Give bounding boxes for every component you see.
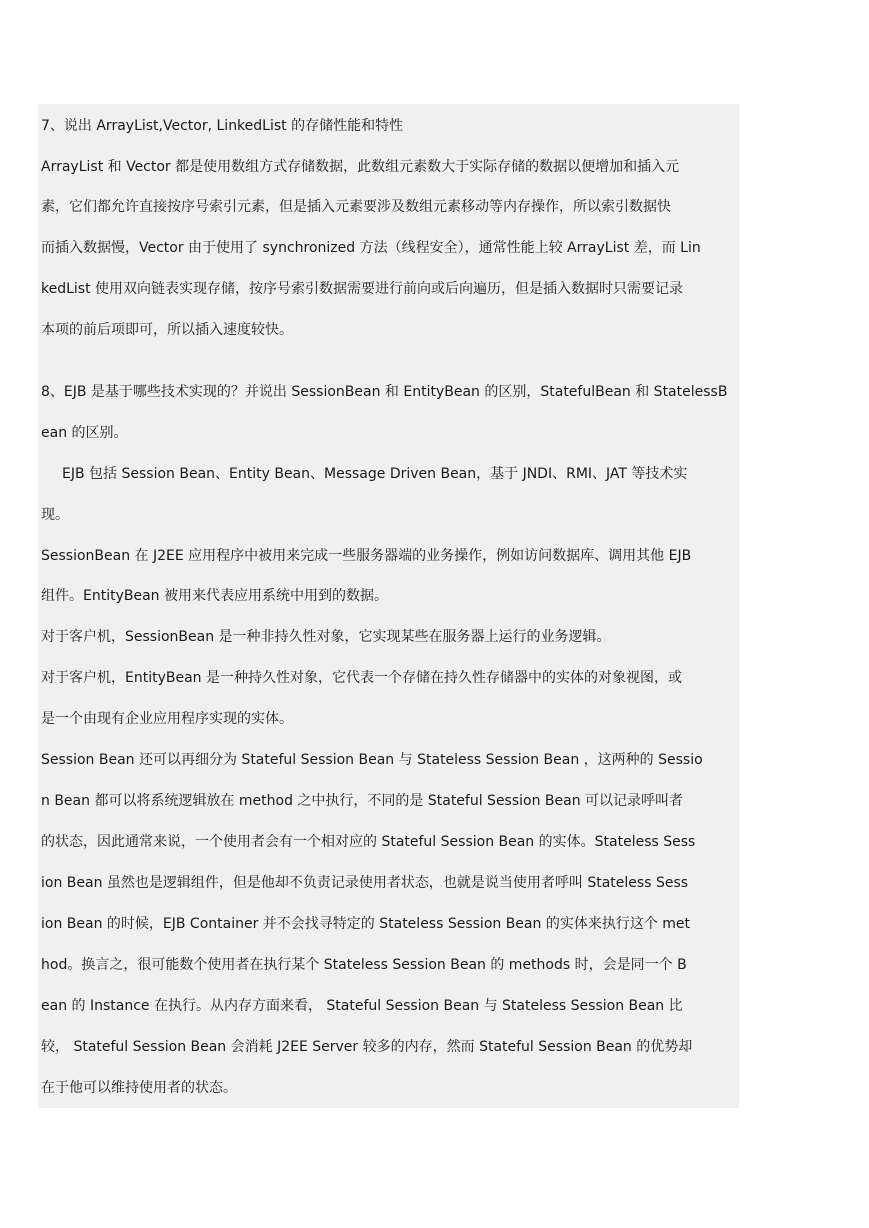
stateful-line-3: 的状态，因此通常来说，一个使用者会有一个相对应的 Stateful Session Bean 的实体。Stateless Sess bbox=[41, 834, 696, 850]
client-entity-line-1: 对于客户机，EntityBean 是一种持久性对象，它代表一个存储在持久性存储器中的实体的对象视图，或 bbox=[41, 670, 682, 686]
session-usage-line-1: SessionBean 在 J2EE 应用程序中被用来完成一些服务器端的业务操作，例如访问数据库、调用其他 EJB bbox=[41, 548, 692, 564]
stateful-line-6: hod。换言之，很可能数个使用者在执行某个 Stateless Session Bean 的 methods 时，会是同一个 B bbox=[41, 957, 687, 973]
stateful-line-9: 在于他可以维持使用者的状态。 bbox=[41, 1080, 237, 1096]
stateful-line-7: ean 的 Instance 在执行。从内存方面来看， Stateful Session Bean 与 Stateless Session Bean 比 bbox=[41, 998, 683, 1014]
section8-intro-line-1: EJB 包括 Session Bean、Entity Bean、Message Driven Bean，基于 JNDI、RMI、JAT 等技术实 bbox=[62, 466, 688, 482]
client-entity-line-2: 是一个由现有企业应用程序实现的实体。 bbox=[41, 711, 293, 727]
client-session-line: 对于客户机，SessionBean 是一种非持久性对象，它实现某些在服务器上运行的业务逻辑。 bbox=[41, 629, 611, 645]
section7-line-5: 本项的前后项即可，所以插入速度较快。 bbox=[41, 322, 293, 338]
stateful-line-4: ion Bean 虽然也是逻辑组件，但是他却不负责记录使用者状态，也就是说当使用者呼叫 Stateless Sess bbox=[41, 875, 689, 891]
section7-line-1: ArrayList 和 Vector 都是使用数组方式存储数据，此数组元素数大于实际存储的数据以便增加和插入元 bbox=[41, 159, 680, 175]
section8-intro-line-2: 现。 bbox=[41, 507, 69, 523]
section7-line-3: 而插入数据慢，Vector 由于使用了 synchronized 方法（线程安全），通常性能上较 ArrayList 差，而 Lin bbox=[41, 240, 701, 256]
section7-line-2: 素，它们都允许直接按序号索引元素，但是插入元素要涉及数组元素移动等内存操作，所以索引数据快 bbox=[41, 199, 671, 215]
session-usage-line-2: 组件。EntityBean 被用来代表应用系统中用到的数据。 bbox=[41, 588, 388, 604]
document-body bbox=[38, 104, 739, 1108]
stateful-line-8: 较， Stateful Session Bean 会消耗 J2EE Server 较多的内存，然而 Stateful Session Bean 的优势却 bbox=[41, 1039, 693, 1055]
stateful-line-1: Session Bean 还可以再细分为 Stateful Session Bean 与 Stateless Session Bean ，这两种的 Sessio bbox=[41, 752, 703, 768]
section8-heading-line-1: 8、EJB 是基于哪些技术实现的？并说出 SessionBean 和 EntityBean 的区别，StatefulBean 和 StatelessB bbox=[41, 384, 728, 400]
stateful-line-2: n Bean 都可以将系统逻辑放在 method 之中执行，不同的是 Stateful Session Bean 可以记录呼叫者 bbox=[41, 793, 684, 809]
stateful-line-5: ion Bean 的时候，EJB Container 并不会找寻特定的 Stateless Session Bean 的实体来执行这个 met bbox=[41, 916, 691, 932]
section8-heading-line-2: ean 的区别。 bbox=[41, 425, 128, 441]
section7-heading: 7、说出 ArrayList,Vector, LinkedList 的存储性能和特性 bbox=[41, 118, 404, 134]
section7-line-4: kedList 使用双向链表实现存储，按序号索引数据需要进行前向或后向遍历，但是插入数据时只需要记录 bbox=[41, 281, 684, 297]
